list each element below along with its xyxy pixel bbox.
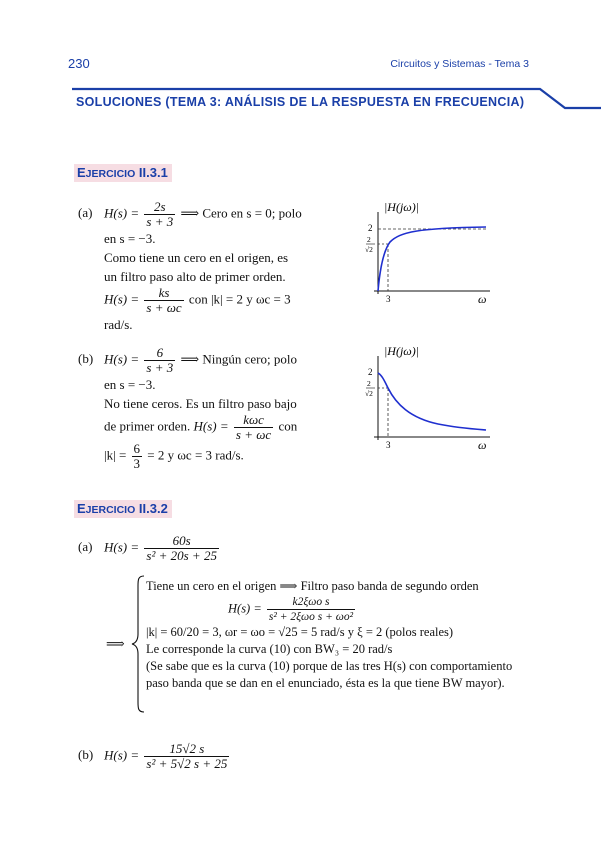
ex1-part-a <box>78 200 318 334</box>
ytick-frac-num: 2 <box>367 379 371 388</box>
ytick-frac-den: √2 <box>365 245 373 254</box>
part-label: (b) <box>78 351 94 367</box>
plot-ylabel: |H(jω)| <box>384 344 420 358</box>
brace-line-2 <box>228 595 512 624</box>
numerator: 6 <box>144 346 175 361</box>
denominator: s + 3 <box>146 214 174 229</box>
text-line: en s = −3. <box>104 231 156 246</box>
text-line: ⟹ Ningún cero; polo <box>180 351 297 367</box>
numerator: ks <box>144 286 183 301</box>
text-line: = 2 y ωc = 3 rad/s. <box>147 447 244 463</box>
transfer-function-label: H(s) = <box>104 351 140 367</box>
chapter-title: SOLUCIONES (TEMA 3: ANÁLISIS DE LA RESPUESTA EN FRECUENCIA) <box>76 95 525 109</box>
fraction <box>144 200 175 229</box>
numerator: 15√2 s <box>144 742 229 757</box>
numerator: k2ξωo s <box>267 595 355 610</box>
denominator: s² + 2ξωo s + ωo² <box>268 611 354 623</box>
fraction <box>144 534 219 563</box>
fraction <box>267 595 355 624</box>
left-brace <box>130 574 146 714</box>
fraction <box>144 286 183 315</box>
transfer-function-label: H(s) = <box>228 601 262 616</box>
brace-line-3: |k| = 60/20 = 3, ωr = ωo = √25 = 5 rad/s y ξ = 2 (polos reales) <box>146 625 454 639</box>
brace-line-4: Le corresponde la curva (10) con BW₃ = 20 rad/s <box>146 642 393 656</box>
part-label: (a) <box>78 205 93 221</box>
plot-xlabel: ω <box>478 292 487 306</box>
exercise-title-word: JERCICIO <box>85 168 136 180</box>
ex2-part-b <box>78 742 378 771</box>
part-label: (a) <box>78 539 93 555</box>
text-line: de primer orden. <box>104 418 191 434</box>
brace-line-6: paso banda que se dan en el enunciado, ésta es la que tiene BW mayor). <box>146 676 505 690</box>
text-line: |k| = <box>104 447 127 463</box>
exercise-title-prefix: E <box>77 165 86 180</box>
fraction <box>132 442 143 471</box>
plot-low-pass <box>358 342 498 454</box>
text-line: en s = −3. <box>104 377 156 392</box>
exercise-title-1 <box>74 164 172 182</box>
denominator: s² + 20s + 25 <box>146 548 217 563</box>
brace-content <box>146 578 512 692</box>
text-line: un filtro paso alto de primer orden. <box>104 269 286 284</box>
transfer-function-label: H(s) = <box>104 539 140 555</box>
denominator: s + 3 <box>146 360 174 375</box>
ytick-frac-num: 2 <box>367 235 371 244</box>
exercise-title-number: II.3.1 <box>138 165 168 180</box>
exercise-title-2 <box>74 500 172 518</box>
implies-arrow: ⟹ <box>106 636 125 651</box>
fraction <box>144 742 229 771</box>
numerator: 2s <box>144 200 175 215</box>
ytick-2: 2 <box>368 223 373 233</box>
denominator: 3 <box>133 456 141 471</box>
page-number: 230 <box>68 56 90 71</box>
plot-xlabel: ω <box>478 438 487 452</box>
numerator: 6 <box>133 441 141 456</box>
text-line: con |k| = 2 y ωc = 3 <box>188 291 291 307</box>
exercise-title-number: II.3.2 <box>138 501 168 516</box>
transfer-function-label: H(s) = <box>104 205 140 221</box>
plot-ylabel: |H(jω)| <box>384 200 420 214</box>
exercise-title-prefix: E <box>77 501 86 516</box>
ex1-part-b <box>78 346 318 471</box>
denominator: s + ωc <box>235 427 272 442</box>
transfer-function-label: H(s) = <box>193 418 229 434</box>
transfer-function-label: H(s) = <box>104 291 140 307</box>
part-label: (b) <box>78 747 94 763</box>
series-curve <box>378 373 486 430</box>
numerator: kωc <box>234 413 273 428</box>
text-line: rad/s. <box>104 317 133 332</box>
brace-line-1: Tiene un cero en el origen ⟹ Filtro paso banda de segundo orden <box>146 579 479 593</box>
numerator: 60s <box>144 534 219 549</box>
exercise-title-word: JERCICIO <box>85 504 136 516</box>
denominator: s + ωc <box>146 300 182 315</box>
text-line: ⟹ Cero en s = 0; polo <box>180 205 302 221</box>
denominator: s² + 5√2 s + 25 <box>146 756 228 771</box>
ytick-2: 2 <box>368 367 373 377</box>
text-line: No tiene ceros. Es un filtro paso bajo <box>104 396 297 411</box>
brace-line-5: (Se sabe que es la curva (10) porque de las tres H(s) con comportamiento <box>146 659 513 673</box>
transfer-function-label: H(s) = <box>104 747 140 763</box>
xtick-3: 3 <box>386 440 391 450</box>
xtick-3: 3 <box>386 294 391 304</box>
fraction <box>234 413 273 442</box>
running-head: Circuitos y Sistemas - Tema 3 <box>390 58 529 70</box>
text-line: con <box>278 418 298 434</box>
fraction <box>144 346 175 375</box>
ytick-frac-den: √2 <box>365 389 373 398</box>
series-curve <box>378 227 486 291</box>
ex2-part-a <box>78 534 378 563</box>
text-line: Como tiene un cero en el origen, es <box>104 250 289 265</box>
plot-high-pass <box>358 198 498 308</box>
